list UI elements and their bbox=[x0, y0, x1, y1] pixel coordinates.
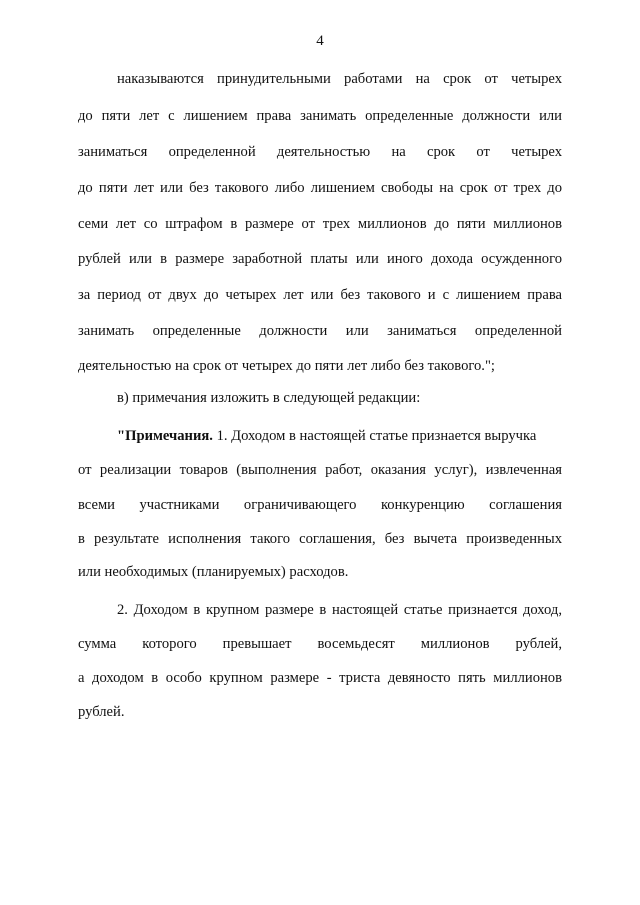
text-line-14: в результате исполнения такого соглашения, без вычета произведенных bbox=[78, 531, 562, 547]
page-number: 4 bbox=[316, 33, 324, 49]
text-line-19: рублей. bbox=[78, 704, 125, 720]
text-line-11 bbox=[117, 427, 562, 445]
text-line-6: рублей или в размере заработной платы или иного дохода осужденного bbox=[78, 251, 562, 267]
text-line-3: заниматься определенной деятельностью на срок от четырех bbox=[78, 144, 562, 160]
note-1-start: 1. Доходом в настоящей статье признается выручка bbox=[212, 428, 537, 444]
text-line-9: деятельностью на срок от четырех до пяти лет либо без такового."; bbox=[78, 358, 495, 374]
text-line-16: 2. Доходом в крупном размере в настоящей статье признается доход, bbox=[117, 602, 562, 618]
text-line-5: семи лет со штрафом в размере от трех миллионов до пяти миллионов bbox=[78, 216, 562, 232]
text-line-17: сумма которого превышает восемьдесят миллионов рублей, bbox=[78, 636, 562, 652]
text-line-10: в) примечания изложить в следующей редакции: bbox=[117, 390, 421, 406]
text-line-15: или необходимых (планируемых) расходов. bbox=[78, 564, 349, 580]
text-line-18: а доходом в особо крупном размере - триста девяносто пять миллионов bbox=[78, 670, 562, 686]
text-line-1: наказываются принудительными работами на срок от четырех bbox=[117, 71, 562, 87]
text-line-12: от реализации товаров (выполнения работ, оказания услуг), извлеченная bbox=[78, 462, 562, 478]
notes-heading: "Примечания. bbox=[117, 428, 213, 444]
text-line-4: до пяти лет или без такового либо лишением свободы на срок от трех до bbox=[78, 180, 562, 196]
text-line-8: занимать определенные должности или заниматься определенной bbox=[78, 323, 562, 339]
text-line-2: до пяти лет с лишением права занимать определенные должности или bbox=[78, 108, 562, 124]
text-line-7: за период от двух до четырех лет или без такового и с лишением права bbox=[78, 287, 562, 303]
text-line-13: всеми участниками ограничивающего конкуренцию соглашения bbox=[78, 497, 562, 513]
